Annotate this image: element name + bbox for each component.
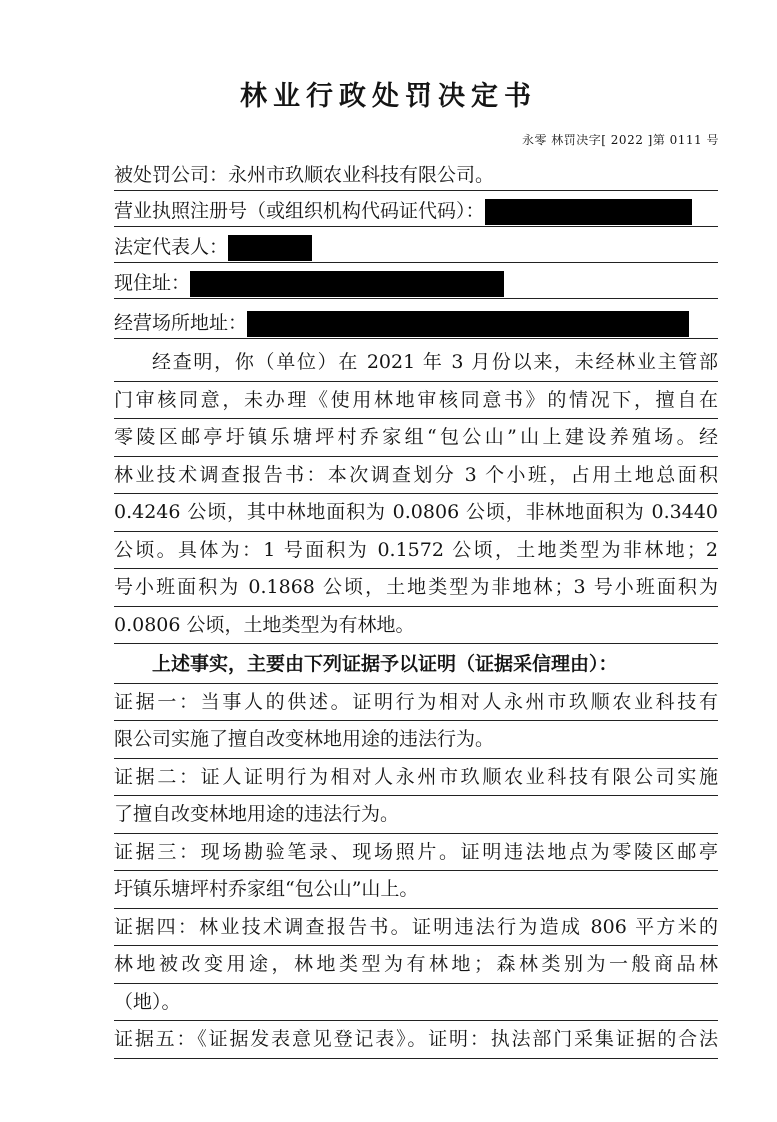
facts-line: 经查明，你（单位）在 2021 年 3 月份以来，未经林业主管部 bbox=[114, 344, 718, 382]
redaction-block bbox=[228, 235, 312, 261]
company-text: 被处罚公司：永州市玖顺农业科技有限公司。 bbox=[114, 164, 495, 186]
facts-line: 零陵区邮亭圩镇乐塘坪村乔家组“包公山”山上建设养殖场。经 bbox=[114, 419, 718, 457]
company-line bbox=[114, 160, 718, 191]
business-address-label: 经营场所地址： bbox=[114, 312, 248, 334]
redaction-block bbox=[190, 271, 504, 297]
facts-line: 门审核同意，未办理《使用林地审核同意书》的情况下，擅自在 bbox=[114, 382, 718, 420]
evidence-line: 了擅自改变林地用途的违法行为。 bbox=[114, 796, 718, 834]
business-address-line bbox=[114, 308, 718, 339]
evidence-line: 证据一：当事人的供述。证明行为相对人永州市玖顺农业科技有 bbox=[114, 684, 718, 722]
facts-line: 公顷。具体为：1 号面积为 0.1572 公顷，土地类型为非林地；2 bbox=[114, 532, 718, 570]
address-label: 现住址： bbox=[114, 272, 191, 294]
document-title: 林业行政处罚决定书 bbox=[240, 81, 537, 112]
facts-line: 0.4246 公顷，其中林地面积为 0.0806 公顷，非林地面积为 0.3440 bbox=[114, 494, 718, 532]
license-line bbox=[114, 196, 718, 227]
document-number: 永零 林罚决字[ 2022 ]第 0111 号 bbox=[521, 133, 719, 147]
redaction-block bbox=[485, 199, 692, 225]
legal-rep-label: 法定代表人： bbox=[114, 236, 229, 258]
facts-paragraph bbox=[114, 344, 718, 644]
evidence-line: 圩镇乐塘坪村乔家组“包公山”山上。 bbox=[114, 871, 718, 909]
evidence-line: 证据四：林业技术调查报告书。证明违法行为造成 806 平方米的 bbox=[114, 909, 718, 947]
evidence-line: （地）。 bbox=[114, 984, 718, 1022]
evidence-line: 限公司实施了擅自改变林地用途的违法行为。 bbox=[114, 721, 718, 759]
evidence-line: 林地被改变用途，林地类型为有林地；森林类别为一般商品林 bbox=[114, 946, 718, 984]
legal-rep-line bbox=[114, 232, 718, 263]
evidence-heading: 上述事实，主要由下列证据予以证明（证据采信理由）： bbox=[114, 646, 718, 684]
address-line bbox=[114, 268, 718, 299]
evidence-line: 证据三：现场勘验笔录、现场照片。证明违法地点为零陵区邮亭 bbox=[114, 834, 718, 872]
facts-line: 号小班面积为 0.1868 公顷，土地类型为非地林；3 号小班面积为 bbox=[114, 569, 718, 607]
evidence-line: 证据五：《证据发表意见登记表》。证明：执法部门采集证据的合法 bbox=[114, 1021, 718, 1059]
evidence-section bbox=[114, 646, 718, 1059]
facts-line: 0.0806 公顷，土地类型为有林地。 bbox=[114, 607, 718, 645]
redaction-block bbox=[247, 311, 689, 337]
facts-line: 林业技术调查报告书：本次调查划分 3 个小班，占用土地总面积 bbox=[114, 457, 718, 495]
license-label: 营业执照注册号（或组织机构代码证代码）： bbox=[114, 200, 485, 222]
evidence-line: 证据二：证人证明行为相对人永州市玖顺农业科技有限公司实施 bbox=[114, 759, 718, 797]
